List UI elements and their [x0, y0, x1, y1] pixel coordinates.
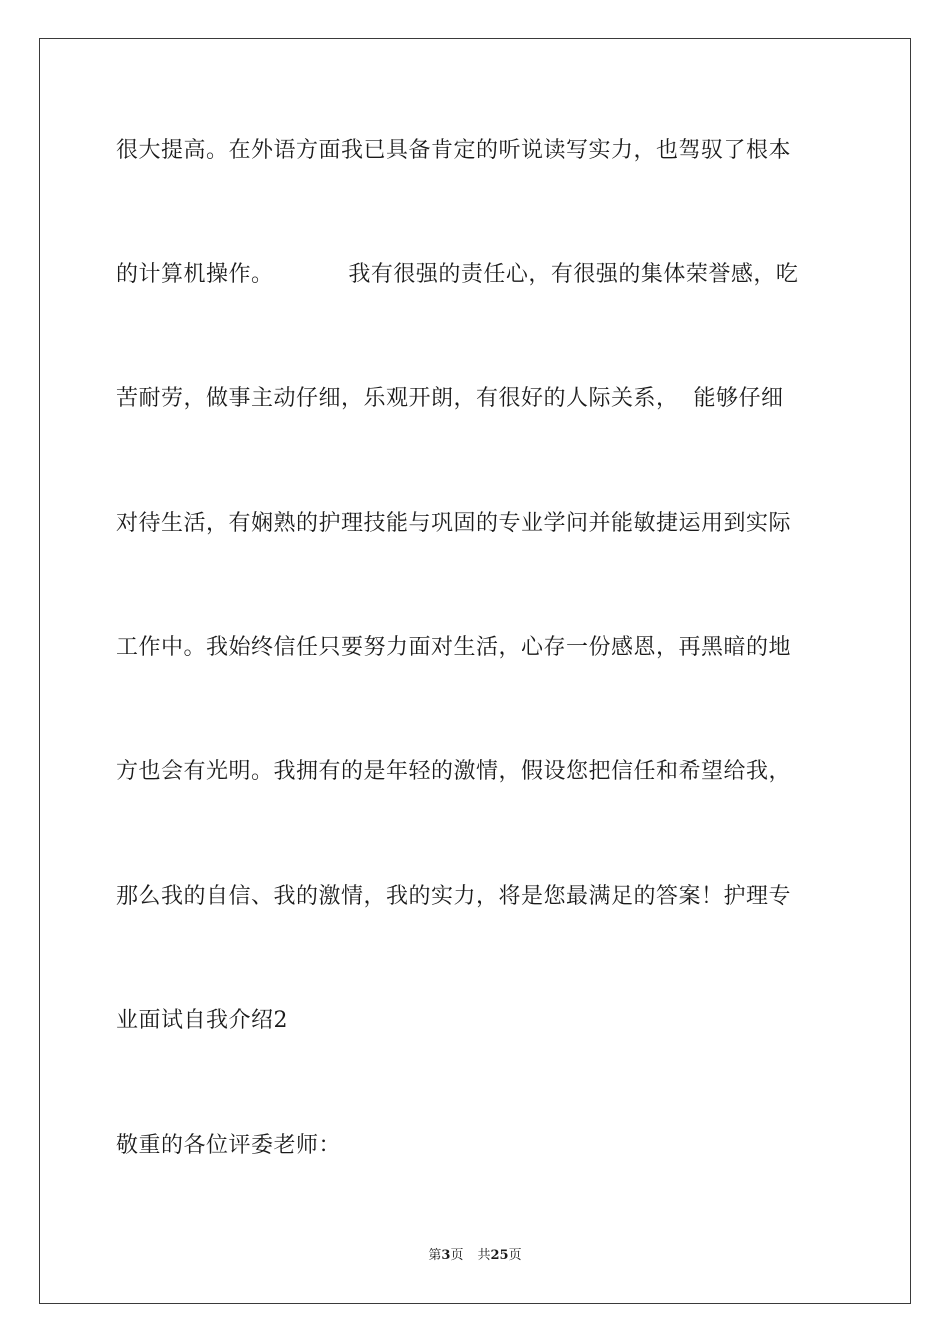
page-prefix: 第 [428, 1248, 442, 1263]
body-text-line-6: 方也会有光明。我拥有的是年轻的激情，假设您把信任和希望给我， [116, 759, 792, 784]
page-border [39, 38, 911, 1304]
body-text-line-3: 苦耐劳，做事主动仔细，乐观开朗，有很好的人际关系， 能够仔细 [116, 386, 784, 411]
section-heading-line: 业面试自我介绍2 [116, 1008, 288, 1033]
body-text-line-5: 工作中。我始终信任只要努力面对生活，心存一份感恩，再黑暗的地 [116, 635, 792, 660]
body-text-line-2: 的计算机操作。 我有很强的责任心，有很强的集体荣誉感，吃 [116, 262, 799, 287]
salutation-line: 敬重的各位评委老师： [116, 1133, 342, 1158]
page-footer [0, 1248, 950, 1264]
total-pages-number: 25 [490, 1248, 509, 1263]
total-prefix: 共 [477, 1248, 491, 1263]
body-text-line-7: 那么我的自信、我的激情，我的实力，将是您最满足的答案！护理专 [116, 884, 792, 909]
page-suffix: 页 [450, 1248, 464, 1263]
current-page-number: 3 [441, 1248, 451, 1263]
body-text-line-4: 对待生活，有娴熟的护理技能与巩固的专业学问并能敏捷运用到实际 [116, 511, 792, 536]
body-text-line-1: 很大提高。在外语方面我已具备肯定的听说读写实力，也驾驭了根本 [116, 138, 792, 163]
total-suffix: 页 [508, 1248, 522, 1263]
